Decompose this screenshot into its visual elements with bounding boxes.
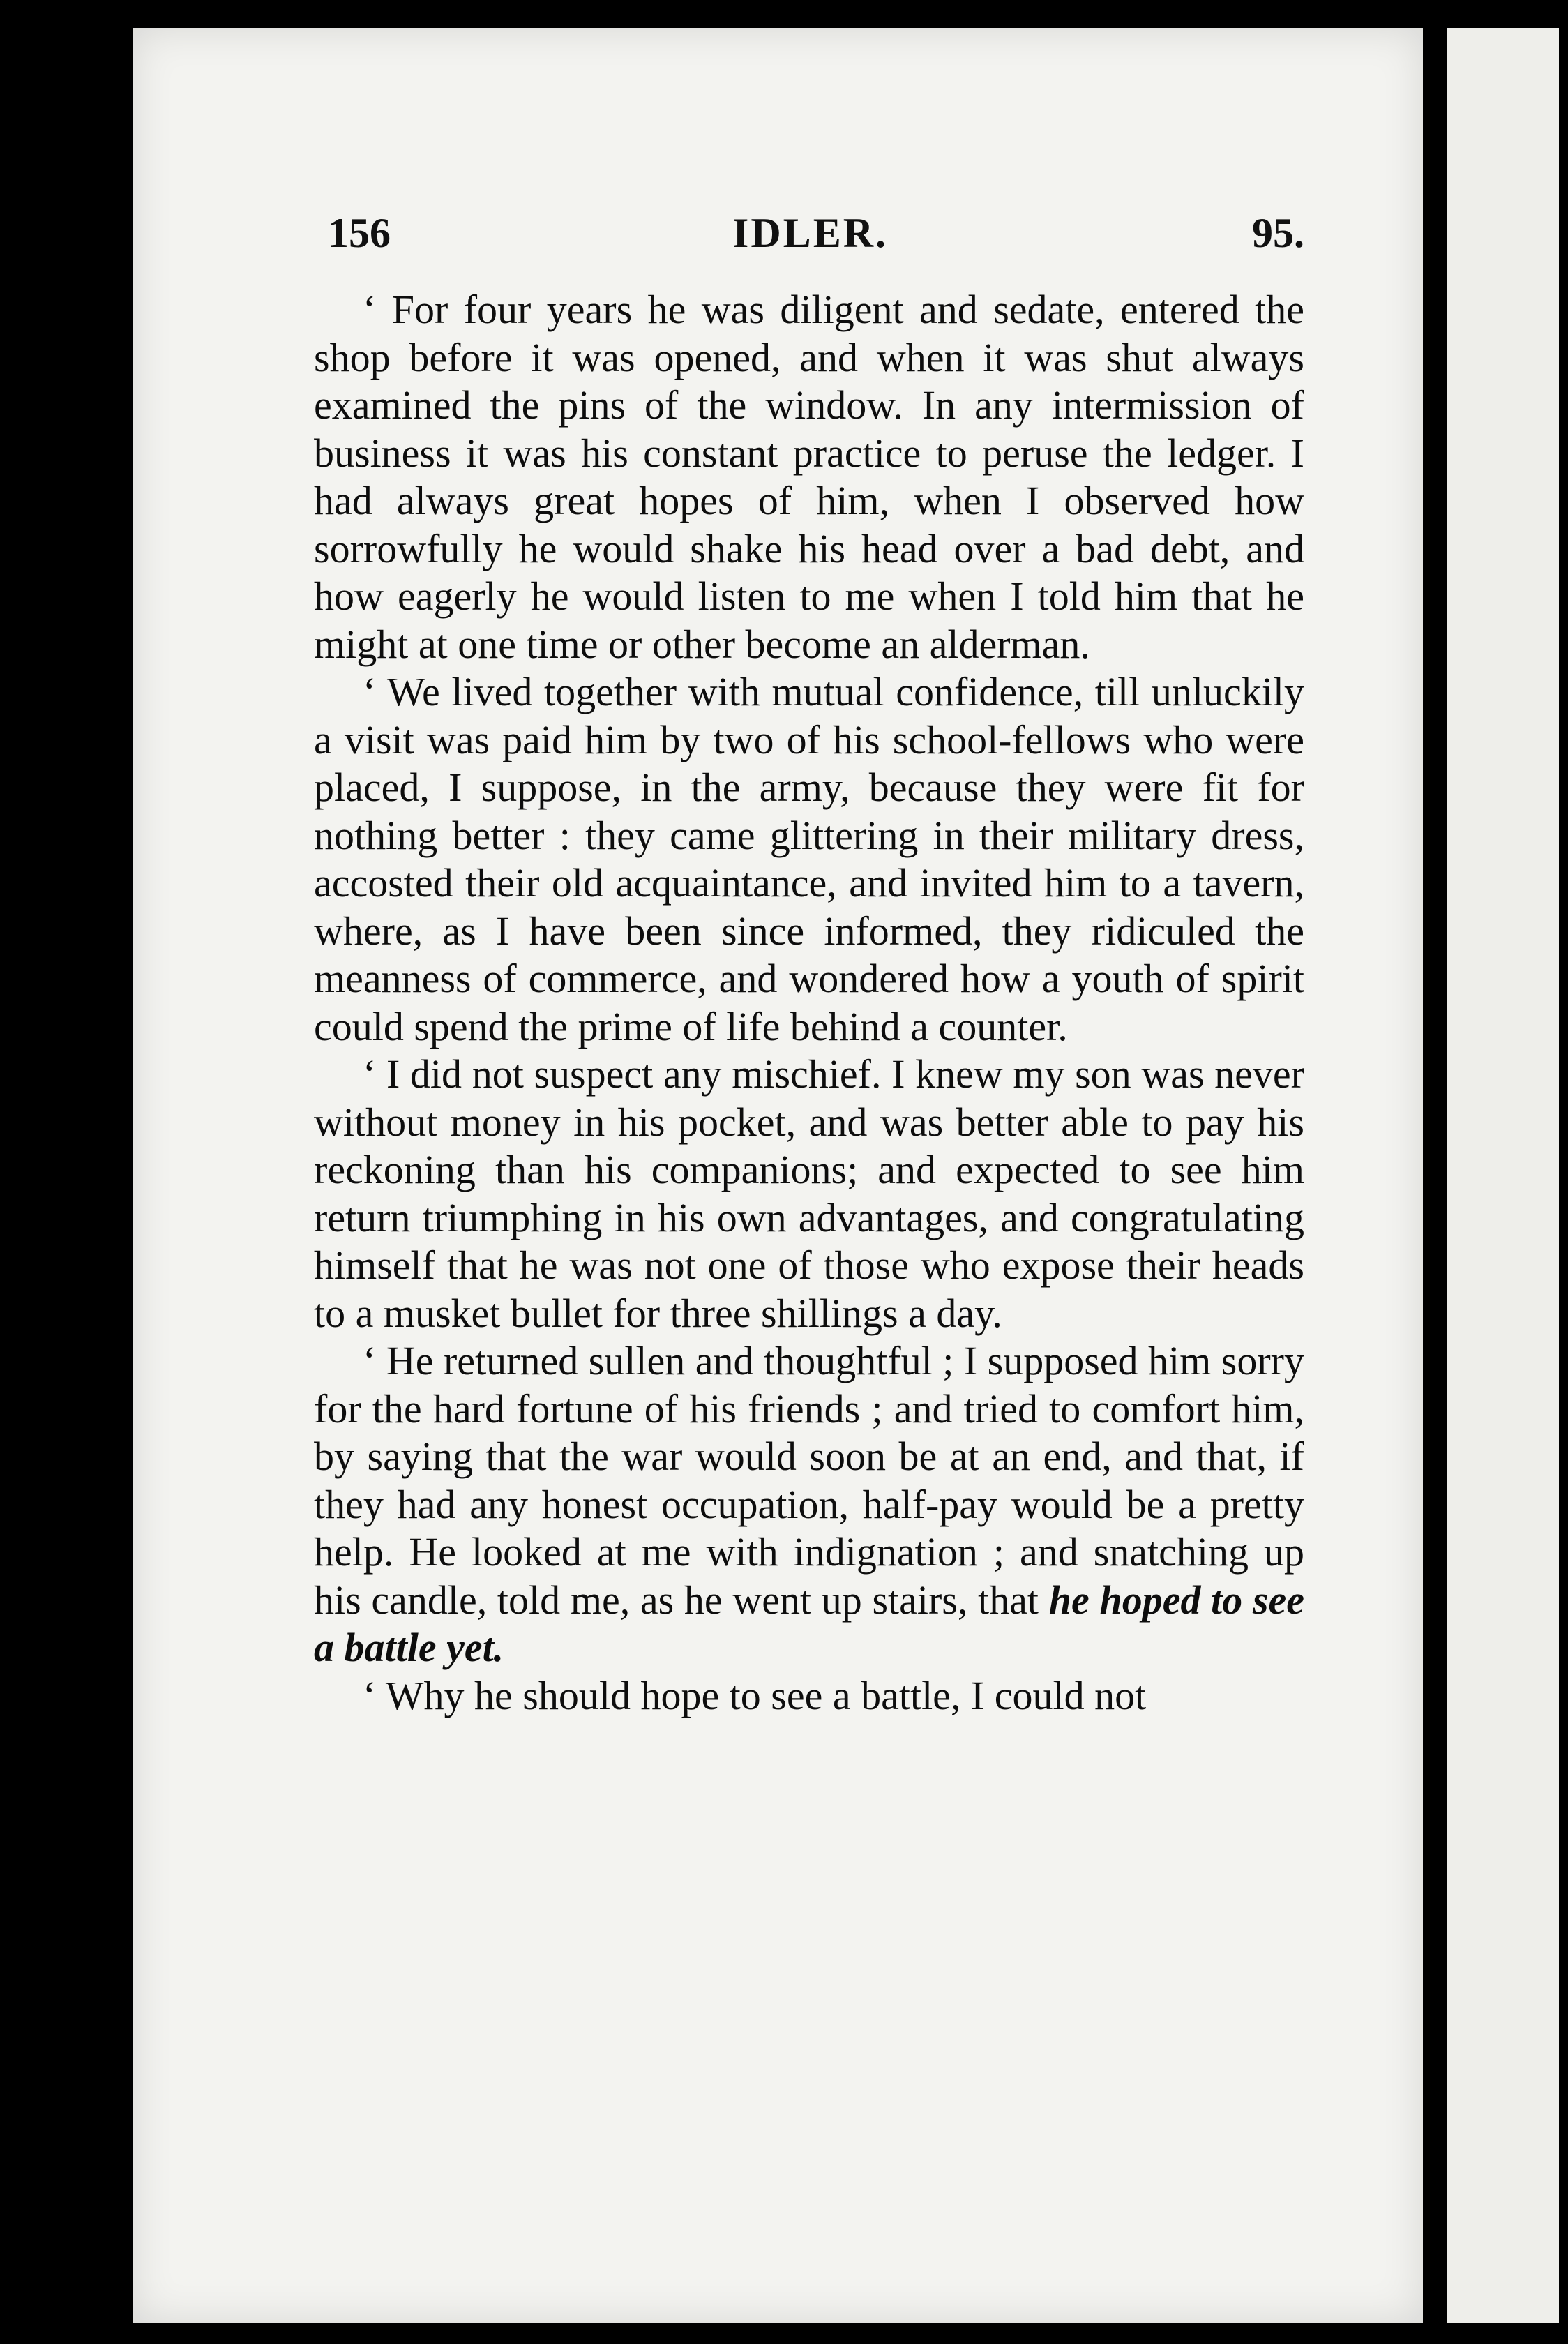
- page-number: 156: [328, 210, 391, 256]
- essay-number: 95.: [1252, 210, 1304, 256]
- page-header: [328, 209, 1304, 279]
- facing-page-edge: [1447, 28, 1559, 2323]
- paragraph-2: ‘ We lived together with mutual confidence, till unluckily a visit was paid him by two of his school-fellows who were placed, I suppose, in the army, because they were fit for nothing better : they came glittering in their military dress, accosted their old acquaintance, and invited him to a tavern, where, as I have been since informed, they ridiculed the meanness of commerce, and wondered how a youth of spirit could spend the prime of life behind a counter.: [314, 669, 1304, 1049]
- paragraph-1: ‘ For four years he was diligent and sedate, entered the shop before it was opened, and when it was shut always examined the pins of the window. In any intermission of business it was his constant practice to peruse the ledger. I had always great hopes of him, when I observed how sorrowfully he would shake his head over a bad debt, and how eagerly he would listen to me when I told him that he might at one time or other become an alderman.: [314, 287, 1304, 667]
- body-text: [314, 286, 1304, 1720]
- running-title: IDLER.: [732, 210, 889, 256]
- paragraph-4: [314, 1337, 1304, 1672]
- paragraph-4-text: ‘ He returned sullen and thoughtful ; I supposed him sorry for the hard fortune of his friends ; and tried to comfort him, by saying that the war would soon be at an end, and that, if they had any honest occupation, half-pay would be a pretty help. He looked at me with indignation ; and snatching up his candle, told me, as he went up stairs, that: [314, 1338, 1304, 1623]
- paragraph-3: ‘ I did not suspect any mischief. I knew my son was never without money in his pocket, and was better able to pay his reckoning than his companions; and expected to see him return triumphing in his own advantages, and congratulating himself that he was not one of those who expose their heads to a musket bullet for three shillings a day.: [314, 1051, 1304, 1336]
- paragraph-4-italic: he hoped to see a battle yet.: [314, 1577, 1304, 1670]
- paragraph-5: ‘ Why he should hope to see a battle, I could not: [363, 1672, 1147, 1718]
